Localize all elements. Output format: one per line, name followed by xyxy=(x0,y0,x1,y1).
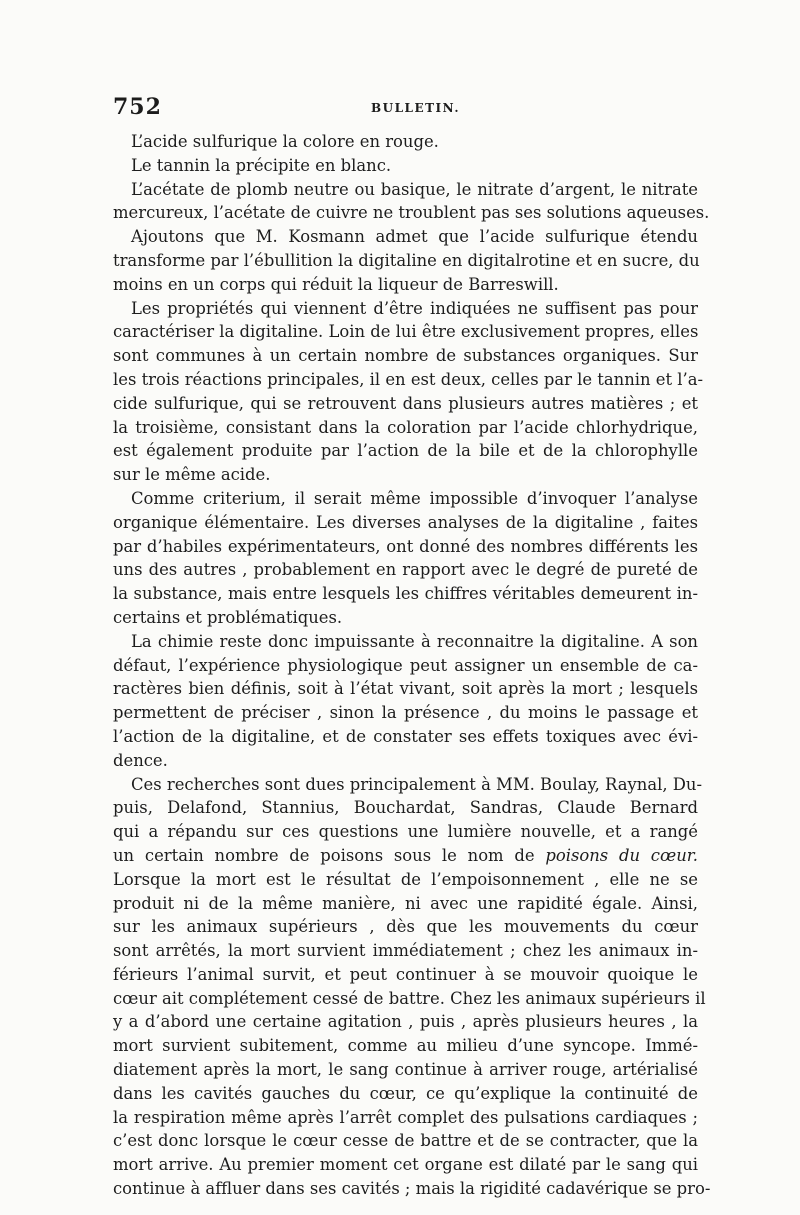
body-text xyxy=(113,130,711,1201)
text-line: Le tannin la précipite en blanc. xyxy=(131,155,392,175)
text-line: puis, Delafond, Stannius, Bouchardat, Sandras, Claude Bernard xyxy=(113,798,698,818)
text-line: dence. xyxy=(113,750,168,770)
text-line: défaut, l’expérience physiologique peut assigner un ensemble de ca- xyxy=(113,655,698,675)
text-line: mercureux, l’acétate de cuivre ne troublent pas ses solutions aqueuses. xyxy=(113,203,710,223)
text-line: produit ni de la même manière, ni avec une rapidité égale. Ainsi, xyxy=(113,893,698,913)
text-line: mort arrive. Au premier moment cet organe est dilaté par le sang qui xyxy=(113,1155,698,1175)
italic-term: poisons du cœur. xyxy=(545,845,698,865)
text-line: cide sulfurique, qui se retrouvent dans plusieurs autres matières ; et xyxy=(113,393,698,413)
text-line: sur les animaux supérieurs , dès que les mouvements du cœur xyxy=(113,917,698,937)
text-line: la substance, mais entre lesquels les chiffres véritables demeurent in- xyxy=(113,584,698,604)
text-line: l’action de la digitaline, et de constater ses effets toxiques avec évi- xyxy=(113,726,698,746)
text-fragment: un certain nombre de poisons sous le nom de xyxy=(113,845,546,865)
text-line: transforme par l’ébullition la digitaline en digitalrotine et en sucre, du xyxy=(113,250,700,270)
text-line: par d’habiles expérimentateurs, ont donné des nombres différents les xyxy=(113,536,698,556)
text-line: uns des autres , probablement en rapport avec le degré de pureté de xyxy=(113,560,698,580)
text-line: permettent de préciser , sinon la présence , du moins le passage et xyxy=(113,703,698,723)
text-line: y a d’abord une certaine agitation , puis , après plusieurs heures , la xyxy=(113,1012,698,1032)
text-line: cœur ait complétement cessé de battre. Chez les animaux supérieurs il xyxy=(113,988,706,1008)
text-line: diatement après la mort, le sang continue à arriver rouge, artérialisé xyxy=(113,1060,698,1080)
text-line: Lorsque la mort est le résultat de l’empoisonnement , elle ne se xyxy=(113,869,698,889)
text-line: sont arrêtés, la mort survient immédiatement ; chez les animaux in- xyxy=(113,941,698,961)
text-line: c’est donc lorsque le cœur cesse de battre et de se contracter, que la xyxy=(113,1131,698,1151)
text-line: L’acide sulfurique la colore en rouge. xyxy=(131,132,439,151)
text-line: continue à affluer dans ses cavités ; mais la rigidité cadavérique se pro- xyxy=(113,1179,711,1199)
text-line: les trois réactions principales, il en est deux, celles par le tannin et l’a- xyxy=(113,369,704,389)
text-line: dans les cavités gauches du cœur, ce qu’explique la continuité de xyxy=(113,1083,698,1103)
text-line: Comme criterium, il serait même impossible d’invoquer l’analyse xyxy=(131,488,698,508)
text-line: qui a répandu sur ces questions une lumière nouvelle, et a rangé xyxy=(113,822,698,842)
text-line: la respiration même après l’arrêt complet des pulsations cardiaques ; xyxy=(113,1107,698,1127)
text-line: férieurs l’animal survit, et peut continuer à se mouvoir quoique le xyxy=(113,964,698,984)
text-line: ractères bien définis, soit à l’état vivant, soit après la mort ; lesquels xyxy=(113,679,698,699)
text-line: L’acétate de plomb neutre ou basique, le nitrate d’argent, le nitrate xyxy=(131,179,698,199)
page-number: 752 xyxy=(113,94,162,120)
page-header xyxy=(113,94,698,126)
text-line: est également produite par l’action de la bile et de la chlorophylle xyxy=(113,441,698,461)
text-line: La chimie reste donc impuissante à reconnaitre la digitaline. A son xyxy=(131,631,698,651)
text-line: organique élémentaire. Les diverses analyses de la digitaline , faites xyxy=(113,512,698,532)
text-line: sur le même acide. xyxy=(113,465,271,485)
text-line: sont communes à un certain nombre de substances organiques. Sur xyxy=(113,346,698,366)
text-line: certains et problématiques. xyxy=(113,607,343,627)
text-line: mort survient subitement, comme au milieu d’une syncope. Immé- xyxy=(113,1036,698,1056)
text-line: Ces recherches sont dues principalement à MM. Boulay, Raynal, Du- xyxy=(131,774,703,794)
text-line: la troisième, consistant dans la coloration par l’acide chlorhydrique, xyxy=(113,417,698,437)
text-line: caractériser la digitaline. Loin de lui être exclusivement propres, elles xyxy=(113,322,699,342)
text-line: moins en un corps qui réduit la liqueur de Barreswill. xyxy=(113,274,559,294)
text-line: Ajoutons que M. Kosmann admet que l’acide sulfurique étendu xyxy=(131,227,698,247)
running-head: BULLETIN. xyxy=(371,101,461,115)
text-line: Les propriétés qui viennent d’être indiquées ne suffisent pas pour xyxy=(131,298,698,318)
text-line xyxy=(113,844,698,868)
